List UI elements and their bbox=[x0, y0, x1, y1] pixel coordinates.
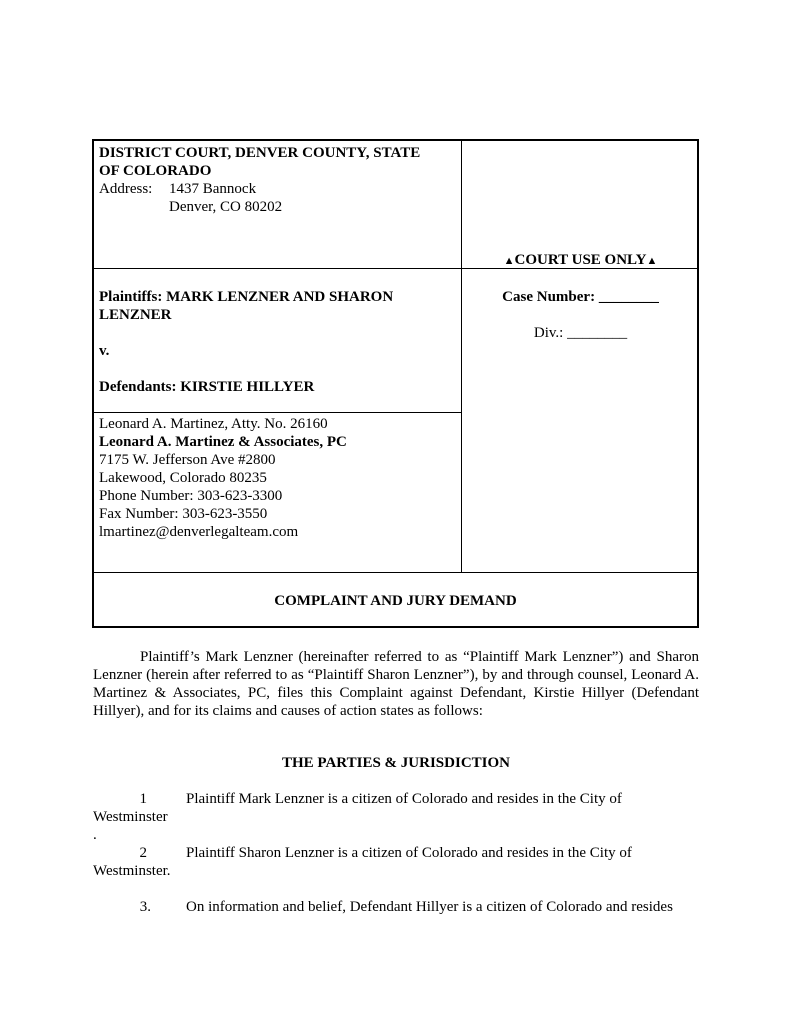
attorney-name: Leonard A. Martinez, Atty. No. 26160 bbox=[99, 416, 328, 432]
court-block bbox=[99, 144, 454, 216]
document-title: COMPLAINT AND JURY DEMAND bbox=[274, 593, 517, 609]
attorney-phone: Phone Number: 303-623-3300 bbox=[99, 488, 283, 504]
parties-block bbox=[99, 288, 454, 396]
paragraph-1 bbox=[93, 790, 699, 844]
court-name-line-1: DISTRICT COURT, DENVER COUNTY, STATE bbox=[99, 145, 421, 161]
defendants-line: Defendants: KIRSTIE HILLYER bbox=[99, 379, 315, 395]
court-name-line-2: OF COLORADO bbox=[99, 163, 212, 179]
paragraph-3-text: On information and belief, Defendant Hillyer is a citizen of Colorado and resides bbox=[186, 899, 673, 915]
attorney-fax: Fax Number: 303-623-3550 bbox=[99, 506, 268, 522]
section-heading: THE PARTIES & JURISDICTION bbox=[282, 755, 510, 771]
paragraph-2-text: Plaintiff Sharon Lenzner is a citizen of Colorado and resides in the City of bbox=[186, 845, 632, 861]
court-use-only-text: COURT USE ONLY bbox=[514, 252, 647, 268]
triangle-up-icon: ▲ bbox=[503, 255, 515, 267]
intro-line-4: (Defendant Hillyer), and for its claims and causes of action states as follows: bbox=[93, 685, 699, 719]
paragraph-1-text: Plaintiff Mark Lenzner is a citizen of Colorado and resides in the City of bbox=[186, 791, 622, 807]
caption-vertical-divider bbox=[461, 141, 462, 573]
paragraph-2 bbox=[93, 844, 699, 880]
paragraph-2-continuation: Westminster. bbox=[93, 863, 171, 879]
intro-line-3: Leonard A. Martinez & Associates, PC, files this Complaint against Defendant, Kirstie Hillyer bbox=[93, 667, 700, 701]
address-label: Address: bbox=[99, 181, 153, 197]
court-address-row bbox=[99, 180, 454, 198]
paragraph-1-continuation: Westminster bbox=[93, 809, 168, 825]
attorney-city: Lakewood, Colorado 80235 bbox=[99, 470, 267, 486]
caption-divider-2 bbox=[94, 412, 462, 413]
address-line-2: Denver, CO 80202 bbox=[169, 199, 283, 215]
versus-label: v. bbox=[99, 343, 110, 359]
division-field: Div.: ________ bbox=[533, 325, 628, 341]
attorney-email: lmartinez@denverlegalteam.com bbox=[99, 524, 299, 540]
caption-divider-3 bbox=[94, 572, 697, 573]
triangle-up-icon: ▲ bbox=[646, 255, 658, 267]
address-line-1: 1437 Bannock bbox=[169, 181, 257, 197]
intro-line-2: Lenzner (herein after referred to as “Plaintiff Sharon Lenzner”), by and through counsel, bbox=[93, 667, 628, 683]
plaintiffs-line-2: LENZNER bbox=[99, 307, 172, 323]
intro-paragraph bbox=[93, 648, 699, 720]
paragraph-2-number: 2 bbox=[139, 845, 147, 861]
court-use-only-label bbox=[464, 251, 697, 270]
attorney-block bbox=[99, 415, 454, 541]
plaintiffs-line-1: Plaintiffs: MARK LENZNER AND SHARON bbox=[99, 289, 394, 305]
intro-line-1: Plaintiff’s Mark Lenzner (hereinafter referred to as “Plaintiff Mark Lenzner”) and Sharon bbox=[140, 649, 699, 665]
paragraph-1-number: 1 bbox=[139, 791, 147, 807]
case-number-field: Case Number: ________ bbox=[502, 289, 659, 305]
paragraph-1-stray-period: . bbox=[93, 827, 97, 843]
attorney-firm: Leonard A. Martinez & Associates, PC bbox=[99, 434, 347, 450]
attorney-street: 7175 W. Jefferson Ave #2800 bbox=[99, 452, 276, 468]
case-caption-table bbox=[92, 139, 699, 628]
paragraph-3 bbox=[93, 898, 699, 916]
paragraph-3-number: 3. bbox=[139, 899, 151, 915]
